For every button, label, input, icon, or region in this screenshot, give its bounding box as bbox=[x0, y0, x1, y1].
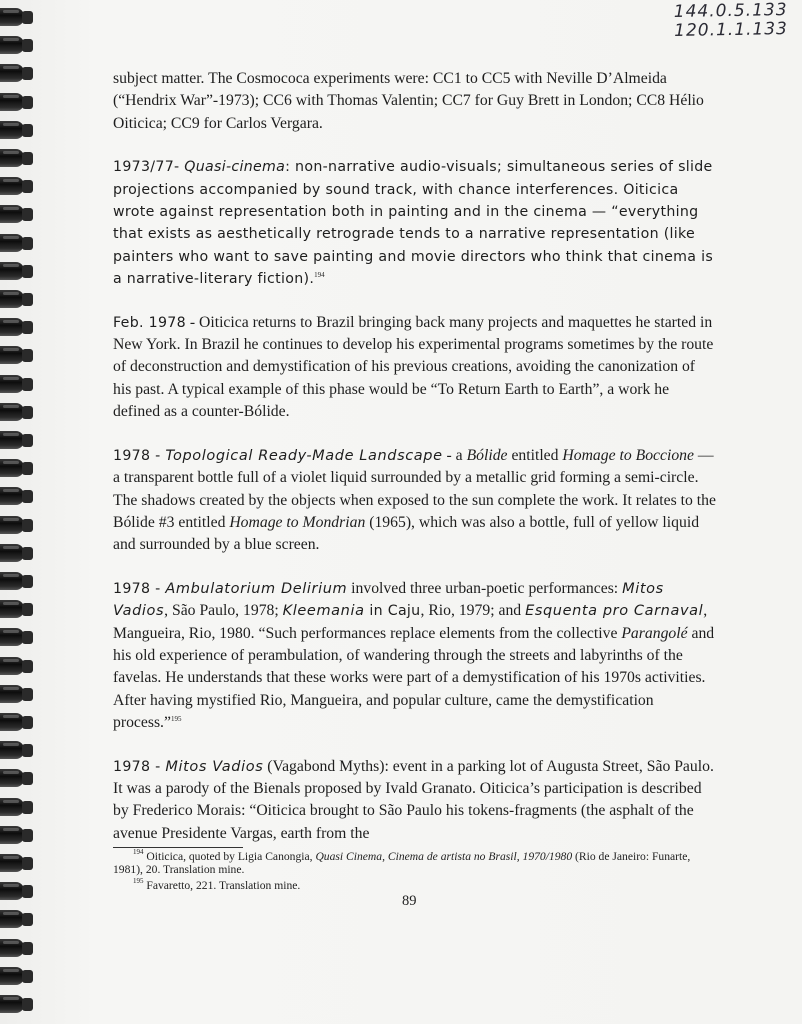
paragraph-quasi-cinema bbox=[113, 156, 717, 290]
binding-coil bbox=[0, 258, 34, 284]
binding-coil bbox=[0, 173, 34, 199]
text-span: and his old experience of perambulation, of wandering through the streets and labyrinths of the favelas. He understands that these works were part of a demystification of his 1970s activities. After having mystified Rio, Mangueira, and popular culture, came the demystification process.” bbox=[113, 624, 715, 732]
binding-coil bbox=[0, 737, 34, 763]
binding-coil bbox=[0, 342, 34, 368]
binding-coil bbox=[0, 653, 34, 679]
binding-coil bbox=[0, 596, 34, 622]
text-span: entitled bbox=[507, 446, 563, 464]
text-span: , São Paulo, 1978; bbox=[164, 602, 283, 620]
binding-coil bbox=[0, 935, 34, 961]
archive-number-line-2: 120.1.1.133 bbox=[674, 19, 789, 41]
binding-coil bbox=[0, 455, 34, 481]
entry-title: Quasi-cinema bbox=[184, 159, 286, 176]
footnote-number: 195 bbox=[133, 877, 144, 885]
text-span: involved three urban-poetic performances: bbox=[347, 579, 623, 597]
archive-number-line-1: 144.0.5.133 bbox=[673, 0, 788, 22]
work-title: Mitos Vadios bbox=[113, 580, 664, 620]
binding-coil bbox=[0, 483, 34, 509]
binding-coil bbox=[0, 230, 34, 256]
entry-title: Ambulatorium Delirium bbox=[165, 580, 348, 597]
text-span: - a bbox=[442, 446, 467, 464]
paragraph-mitos-vadios bbox=[113, 756, 717, 846]
paragraph-ambulatorium-delirium bbox=[113, 578, 717, 735]
work-title: Homage to Mondrian bbox=[229, 513, 366, 531]
binding-coil bbox=[0, 540, 34, 566]
body-text bbox=[113, 68, 717, 845]
text-span: , Mangueira, Rio, 1980. “Such performances replace elements from the collective bbox=[113, 602, 708, 642]
entry-title: Mitos Vadios bbox=[165, 758, 264, 775]
text-span: , Rio, 1979; and bbox=[420, 602, 526, 620]
paragraph-body: : non-narrative audio-visuals; simultaneous series of slide projections accompanied by sound track, with chance interferences. Oiticica wrote against representation both in painting and in the cinema — “everything that exists as aesthetically retrograde tends to a narrative representation (like painters who want to save painting and movie directors who think that cinema is a narrative-literary fiction). bbox=[113, 159, 714, 288]
spiral-binding bbox=[0, 0, 36, 1024]
binding-coil bbox=[0, 89, 34, 115]
binding-coil bbox=[0, 32, 34, 58]
binding-coil bbox=[0, 794, 34, 820]
entry-title: Topological Ready-Made Landscape bbox=[165, 447, 443, 464]
binding-coil bbox=[0, 765, 34, 791]
binding-coil bbox=[0, 371, 34, 397]
footnote-194 bbox=[113, 850, 713, 876]
binding-coil bbox=[0, 427, 34, 453]
footnote-number: 194 bbox=[133, 848, 144, 856]
binding-coil bbox=[0, 4, 34, 30]
binding-coil bbox=[0, 878, 34, 904]
paragraph-feb-1978 bbox=[113, 312, 717, 424]
text-span: — a transparent bottle full of a violet liquid surrounded by a metallic grid forming a semi-circle. The shadows created by the objects when exposed to the sun complete the work. It relates to the Bólide #3 entitled bbox=[113, 446, 716, 531]
footnote-text: Oiticica, quoted by Ligia Canongia, bbox=[143, 850, 316, 863]
footnote-source-title: Quasi Cinema, Cinema de artista no Brasil, 1970/1980 bbox=[315, 850, 573, 863]
footnote-text: (Rio de Janeiro: Funarte, 1981), 20. Translation mine. bbox=[113, 850, 691, 876]
binding-coil bbox=[0, 286, 34, 312]
binding-coil bbox=[0, 822, 34, 848]
binding-coil bbox=[0, 991, 34, 1017]
footnote-ref: 195 bbox=[170, 715, 182, 724]
binding-coil bbox=[0, 906, 34, 932]
binding-coil bbox=[0, 399, 34, 425]
footnote-195 bbox=[113, 879, 713, 892]
work-title: Kleemania bbox=[282, 603, 365, 620]
binding-coil bbox=[0, 624, 34, 650]
entry-year: 1973/77- bbox=[113, 159, 185, 176]
paragraph-body: (Vagabond Myths): event in a parking lot of Augusta Street, São Paulo. It was a parody of the Bienals proposed by Ivald Granato. Oiticica’s participation is described by Frederico Morais: “Oiticica brought to São Paulo his tokens-fragments (the asphalt of the avenue Presidente Vargas, earth from the bbox=[113, 757, 714, 842]
paragraph-topological-landscape bbox=[113, 445, 717, 557]
work-title: Esquenta pro Carnaval bbox=[525, 603, 704, 620]
binding-coil bbox=[0, 145, 34, 171]
binding-coil bbox=[0, 963, 34, 989]
binding-coil bbox=[0, 681, 34, 707]
binding-coil bbox=[0, 512, 34, 538]
entry-year: 1978 - bbox=[113, 758, 166, 775]
paragraph-cosmococa: subject matter. The Cosmococa experiments were: CC1 to CC5 with Neville D’Almeida (“Hendrix War”-1973); CC6 with Thomas Valentin; CC7 for Guy Brett in London; CC8 Hélio Oiticica; CC9 for Carlos Vergara. bbox=[113, 70, 704, 132]
archive-number-annotation bbox=[674, 1, 788, 41]
work-title: Homage to Boccione bbox=[562, 446, 694, 464]
page-number: 89 bbox=[402, 893, 417, 909]
binding-coil bbox=[0, 850, 34, 876]
entry-date: Feb. 1978 bbox=[113, 314, 186, 331]
footnote-ref: 194 bbox=[314, 271, 325, 280]
entry-year: 1978 - bbox=[113, 447, 166, 464]
text-span: in bbox=[364, 603, 388, 620]
binding-coil bbox=[0, 314, 34, 340]
work-title: Caju bbox=[387, 603, 421, 620]
binding-coil bbox=[0, 60, 34, 86]
paragraph-body: - Oiticica returns to Brazil bringing back many projects and maquettes he started in New York. In Brazil he continues to develop his experimental programs sometimes by the route of deconstruction and demystification of his previous creations, avoiding the canonization of his past. A typical example of this phase would be “To Return Earth to Earth”, a work he defined as a counter-Bólide. bbox=[113, 313, 714, 421]
text-span: (1965), which was also a bottle, full of yellow liquid and surrounded by a blue screen. bbox=[113, 513, 700, 554]
footnotes bbox=[113, 850, 713, 892]
binding-coil bbox=[0, 568, 34, 594]
italic-term: Bólide bbox=[466, 446, 508, 464]
binding-coil bbox=[0, 709, 34, 735]
footnote-text: Favaretto, 221. Translation mine. bbox=[143, 879, 301, 892]
italic-term: Parangolé bbox=[621, 624, 688, 642]
binding-coil bbox=[0, 201, 34, 227]
binding-coil bbox=[0, 117, 34, 143]
entry-year: 1978 - bbox=[113, 580, 166, 597]
